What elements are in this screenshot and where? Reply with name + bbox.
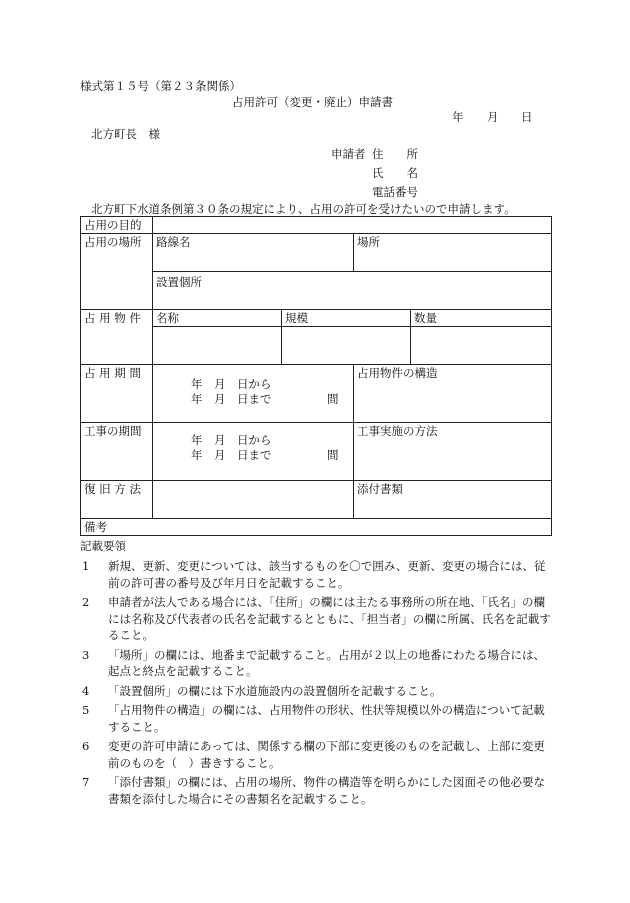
object-name-header: 名称 xyxy=(153,310,282,327)
purpose-label: 占用の目的 xyxy=(81,217,153,234)
note-text: 変更の許可申請にあっては、関係する欄の下部に変更後のものを記載し、上部に変更前のものを（ ）書きすること。 xyxy=(108,739,545,770)
structure-label: 占用物件の構造 xyxy=(357,366,438,380)
date-day-label: 日 xyxy=(521,110,533,124)
note-item xyxy=(80,738,555,771)
note-number: 5 xyxy=(82,703,90,717)
applicant-name-label: 氏 名 xyxy=(372,166,418,180)
date-month-label: 月 xyxy=(487,110,499,124)
work-method-field[interactable] xyxy=(354,423,552,481)
notes-section xyxy=(80,538,555,810)
note-item xyxy=(80,774,555,807)
note-text: 「添付書類」の欄には、占用の場所、物件の構造等を明らかにした図面その他必要な書類を添付した場合にその書類名を記載すること。 xyxy=(108,775,545,806)
note-item xyxy=(80,702,555,735)
period-from: 年 月 日から xyxy=(191,377,272,391)
work-period-label: 工事の期間 xyxy=(81,423,153,481)
applicant-address-label: 住 所 xyxy=(372,147,418,161)
location-label: 占用の場所 xyxy=(81,234,153,310)
object-quantity-field[interactable] xyxy=(411,327,552,365)
period-days-unit: 間 xyxy=(327,392,339,406)
object-label: 占 用 物 件 xyxy=(81,310,153,365)
object-scale-header: 規模 xyxy=(282,310,411,327)
applicant-phone-label: 電話番号 xyxy=(372,185,418,199)
remarks-label: 備考 xyxy=(84,520,107,534)
object-scale-field[interactable] xyxy=(282,327,411,365)
note-text: 新規、更新、変更については、該当するものを〇で囲み、更新、変更の場合には、従前の許可書の番号及び年月日を記載すること。 xyxy=(108,559,546,590)
work-period-days-unit: 間 xyxy=(327,448,339,462)
note-number: 4 xyxy=(82,683,90,698)
object-quantity-header: 数量 xyxy=(411,310,552,327)
structure-field[interactable] xyxy=(354,365,552,423)
purpose-field[interactable] xyxy=(153,217,552,234)
note-item xyxy=(80,558,555,591)
route-name-field[interactable] xyxy=(153,234,354,272)
note-text: 「設置個所」の欄には下水道施設内の設置個所を記載すること。 xyxy=(108,683,442,698)
notes-heading: 記載要領 xyxy=(80,539,126,553)
note-number: 7 xyxy=(82,775,90,789)
note-text: 「場所」の欄には、地番まで記載すること。占用が２以上の地番にわたる場合には、起点と終点を記載すること。 xyxy=(108,647,545,678)
attachments-field[interactable] xyxy=(354,481,552,519)
addressee: 北方町長 様 xyxy=(91,127,160,141)
note-text: 「占用物件の構造」の欄には、占用物件の形状、性状等規模以外の構造について記載すること。 xyxy=(108,703,545,734)
note-number: 1 xyxy=(82,559,90,573)
note-number: 6 xyxy=(82,739,90,753)
place-label: 場所 xyxy=(357,235,380,249)
intro-text: 北方町下水道条例第３０条の規定により、占用の許可を受けたいので申請します。 xyxy=(91,202,516,216)
period-until: 年 月 日まで xyxy=(191,392,272,406)
restore-field[interactable] xyxy=(153,481,354,519)
notes-list xyxy=(80,558,555,807)
attachments-label: 添付書類 xyxy=(357,482,403,496)
application-table xyxy=(80,216,552,536)
note-item xyxy=(80,594,555,644)
place-field[interactable] xyxy=(354,234,552,272)
note-number: 2 xyxy=(82,595,90,609)
remarks-field[interactable] xyxy=(81,519,552,536)
work-period-until: 年 月 日まで xyxy=(191,448,272,462)
object-name-field[interactable] xyxy=(153,327,282,365)
date-year-label: 年 xyxy=(452,110,464,124)
form-number: 様式第１５号（第２３条関係） xyxy=(80,79,241,93)
install-location-label: 設置個所 xyxy=(156,275,202,289)
work-method-label: 工事実施の方法 xyxy=(357,424,438,438)
work-period-from: 年 月 日から xyxy=(191,433,272,447)
note-number: 3 xyxy=(82,647,90,662)
note-text: 申請者が法人である場合には、「住所」の欄には主たる事務所の所在地、「氏名」の欄には名称及び代表者の氏名を記載するとともに、「担当者」の欄に所属、氏名を記載すること。 xyxy=(108,595,551,642)
restore-label: 復 旧 方 法 xyxy=(81,481,153,519)
period-label: 占 用 期 間 xyxy=(81,365,153,423)
note-item xyxy=(80,647,555,680)
install-location-field[interactable] xyxy=(153,272,552,310)
note-item xyxy=(80,683,555,700)
period-field[interactable] xyxy=(153,365,354,423)
form-title: 占用許可（変更・廃止）申請書 xyxy=(232,95,393,109)
applicant-label: 申請者 xyxy=(331,147,366,161)
work-period-field[interactable] xyxy=(153,423,354,481)
route-name-label: 路線名 xyxy=(156,235,191,249)
